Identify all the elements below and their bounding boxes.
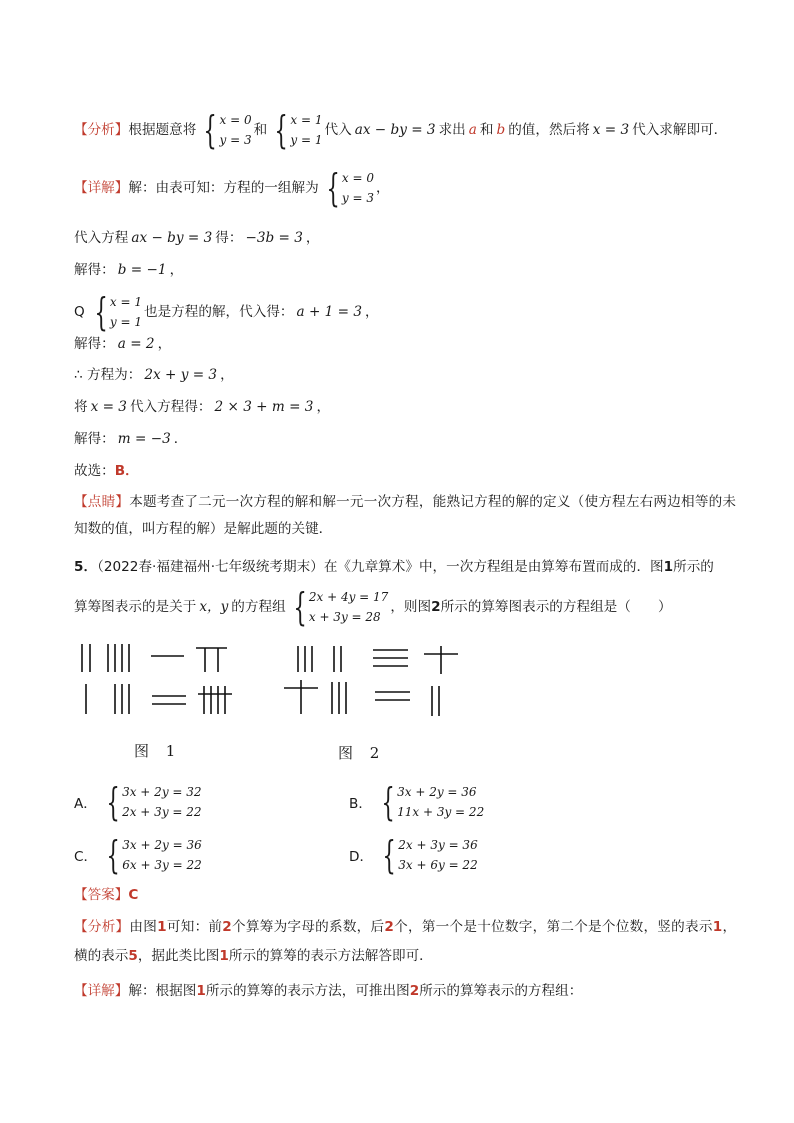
system-solution: { x = 0 y = 3 — [326, 166, 374, 210]
option-b[interactable]: B． { 3x + 2y = 36 11x + 3y = 22 — [349, 780, 485, 824]
option-c[interactable]: C． { 3x + 2y = 36 6x + 3y = 22 — [74, 833, 202, 877]
question-number: 5． — [74, 559, 98, 575]
given-system: { 2x + 4y = 17 x + 3y = 28 — [293, 585, 389, 629]
detail-2-line: 【详解】 解：根据图 1 所示的算筹的表示方法，可推出图 2 所示的算筹表示的方程组： — [74, 983, 583, 999]
step-4: 解得： a = 2 ， — [74, 336, 172, 352]
system-solution-a: { x = 0 y = 3 — [203, 108, 252, 152]
answer-value: C — [128, 887, 139, 903]
step-1: 代入方程 ax − by = 3 得： −3b = 3 ， — [74, 230, 320, 246]
option-d[interactable]: D． { 2x + 3y = 36 3x + 6y = 22 — [349, 833, 478, 877]
system-solution-b: { x = 1 y = 1 — [274, 108, 323, 152]
comment-tag: 【点睛】 — [74, 494, 130, 510]
analysis-line — [74, 110, 734, 150]
analysis-2-paragraph: 【分析】由图1可知：前2个算筹为字母的系数，后2个，第一个是十位数字，第二个是个位数，竖的表示1，横的表示5，据此类比图1所示的算筹的表示方法解答即可． — [74, 919, 737, 964]
detail-tag: 【详解】 — [74, 180, 129, 196]
answer-line — [74, 884, 734, 906]
analysis-text: 和 — [479, 122, 494, 138]
figure-2-counting-rods — [278, 636, 468, 730]
step-2: 解得： b = −1 ， — [74, 262, 184, 278]
variable-b: b — [496, 122, 506, 138]
equation: ax − by = 3 — [354, 122, 436, 138]
step-6: 将 x = 3 代入方程得： 2 × 3 + m = 3 ， — [74, 399, 331, 415]
variable-a: a — [468, 122, 477, 138]
analysis-text: 根据题意将 — [128, 122, 197, 138]
detail-text: 解：由表可知：方程的一组解为 — [128, 180, 319, 196]
figure-2-caption: 图 2 — [338, 744, 386, 762]
analysis-tag: 【分析】 — [74, 122, 129, 138]
equation: x = 3 — [592, 122, 630, 138]
question-5: 5．（2022春·福建福州·七年级统考期末）在《九章算术》中，一次方程组是由算筹布置而成的．图1所示的 — [74, 559, 714, 575]
analysis-text: 代入 — [324, 122, 352, 138]
step-3: Q { x = 1 y = 1 也是方程的解，代入得： a + 1 = 3 ， — [74, 290, 379, 334]
comment-text: 本题考查了二元一次方程的解和解一元一次方程，能熟记方程的解的定义（使方程左右两边相等的未知数的值，叫方程的解）是解此题的关键． — [74, 494, 737, 537]
figure-1-counting-rods — [74, 636, 244, 730]
step-5: ∴ 方程为： 2x + y = 3 ， — [74, 367, 234, 383]
step-8: 故选： B． — [74, 460, 734, 482]
analysis-text: 的值，然后将 — [508, 122, 590, 138]
step-7: 解得： m = −3 ． — [74, 431, 188, 447]
choice-answer: B． — [114, 463, 139, 479]
question-5-line2: 算筹图表示的是关于 x，y 的方程组 { 2x + 4y = 17 x + 3y = 28 ，则图 2 所示的算筹图表示的方程组是（ ） — [74, 585, 672, 629]
figure-1-caption: 图 1 — [134, 742, 182, 760]
question-source: （2022春·福建福州·七年级统考期末） — [97, 559, 324, 575]
analysis-text: 代入求解即可． — [632, 122, 728, 138]
system-solution: { x = 1 y = 1 — [94, 290, 142, 334]
answer-tag: 【答案】 — [74, 887, 129, 903]
punct: ， — [375, 180, 390, 196]
analysis-text: 和 — [253, 122, 268, 138]
option-a[interactable]: A． { 3x + 2y = 32 2x + 3y = 22 — [74, 780, 202, 824]
analysis-text: 求出 — [438, 122, 466, 138]
detail-line — [74, 168, 734, 208]
comment-paragraph — [74, 489, 736, 543]
